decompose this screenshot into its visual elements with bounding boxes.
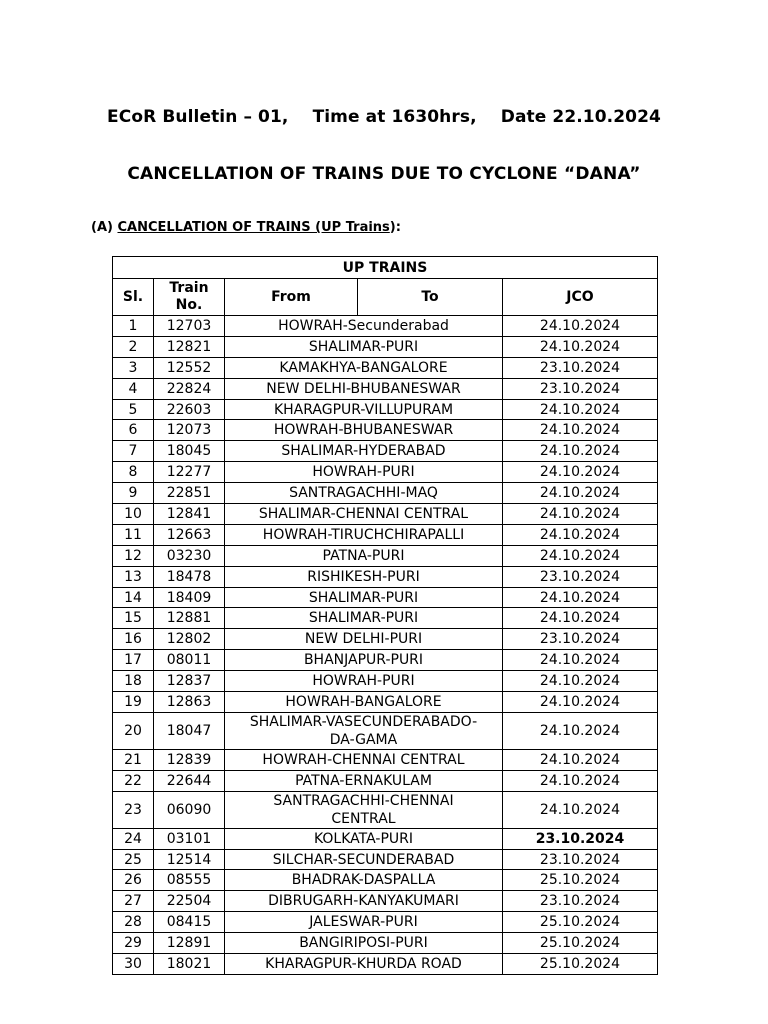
row-jco: 23.10.2024 — [503, 828, 658, 849]
row-jco: 24.10.2024 — [503, 545, 658, 566]
row-sl: 23 — [113, 791, 154, 828]
row-sl: 22 — [113, 770, 154, 791]
row-jco: 25.10.2024 — [503, 912, 658, 933]
row-route-line2: DA-GAMA — [329, 731, 398, 748]
row-train-no: 12277 — [154, 462, 225, 483]
row-jco: 24.10.2024 — [503, 524, 658, 545]
row-route: SHALIMAR-PURI — [225, 336, 503, 357]
row-train-no: 18021 — [154, 954, 225, 975]
row-sl: 13 — [113, 566, 154, 587]
row-route: NEW DELHI-BHUBANESWAR — [225, 378, 503, 399]
row-jco: 23.10.2024 — [503, 629, 658, 650]
row-route: HOWRAH-BANGALORE — [225, 692, 503, 713]
row-sl: 30 — [113, 954, 154, 975]
table-row — [113, 849, 658, 870]
row-route: SHALIMAR-HYDERABAD — [225, 441, 503, 462]
row-jco: 23.10.2024 — [503, 849, 658, 870]
row-sl: 20 — [113, 712, 154, 749]
table-row — [113, 692, 658, 713]
row-train-no: 12839 — [154, 749, 225, 770]
table-row — [113, 587, 658, 608]
row-route — [225, 712, 503, 749]
row-sl: 19 — [113, 692, 154, 713]
table-row — [113, 399, 658, 420]
bulletin-date: Date 22.10.2024 — [500, 107, 661, 127]
page-title: CANCELLATION OF TRAINS DUE TO CYCLONE “DANA” — [127, 164, 641, 184]
row-jco: 24.10.2024 — [503, 420, 658, 441]
row-sl: 16 — [113, 629, 154, 650]
bulletin-time: Time at 1630hrs, — [312, 107, 477, 127]
row-route-line1: SANTRAGACHHI-CHENNAI — [273, 792, 454, 809]
row-train-no: 12863 — [154, 692, 225, 713]
table-row — [113, 912, 658, 933]
header-to: To — [358, 279, 503, 316]
row-sl: 11 — [113, 524, 154, 545]
row-train-no: 18047 — [154, 712, 225, 749]
table-row — [113, 791, 658, 828]
table-row — [113, 336, 658, 357]
row-train-no: 18045 — [154, 441, 225, 462]
table-row — [113, 770, 658, 791]
row-route: KAMAKHYA-BANGALORE — [225, 357, 503, 378]
row-jco: 23.10.2024 — [503, 357, 658, 378]
row-jco: 24.10.2024 — [503, 749, 658, 770]
row-route: SHALIMAR-CHENNAI CENTRAL — [225, 504, 503, 525]
row-route: SHALIMAR-PURI — [225, 608, 503, 629]
row-sl: 14 — [113, 587, 154, 608]
row-route: HOWRAH-Secunderabad — [225, 316, 503, 337]
row-sl: 1 — [113, 316, 154, 337]
table-row — [113, 524, 658, 545]
row-sl: 29 — [113, 933, 154, 954]
row-jco: 24.10.2024 — [503, 504, 658, 525]
row-route: KHARAGPUR-KHURDA ROAD — [225, 954, 503, 975]
header-train-no: Train No. — [154, 279, 225, 316]
table-row — [113, 671, 658, 692]
table-row — [113, 566, 658, 587]
row-jco: 24.10.2024 — [503, 671, 658, 692]
row-jco: 25.10.2024 — [503, 954, 658, 975]
header-from: From — [225, 279, 358, 316]
row-route: DIBRUGARH-KANYAKUMARI — [225, 891, 503, 912]
table-row — [113, 712, 658, 749]
row-jco: 23.10.2024 — [503, 891, 658, 912]
row-train-no: 08011 — [154, 650, 225, 671]
row-sl: 24 — [113, 828, 154, 849]
row-sl: 7 — [113, 441, 154, 462]
table-caption-row — [113, 257, 658, 279]
bulletin-id: ECoR Bulletin – 01, — [107, 107, 289, 127]
bulletin-header — [0, 107, 768, 127]
section-prefix: (A) — [91, 220, 118, 235]
row-sl: 21 — [113, 749, 154, 770]
row-route: RISHIKESH-PURI — [225, 566, 503, 587]
row-jco: 24.10.2024 — [503, 608, 658, 629]
row-jco: 23.10.2024 — [503, 378, 658, 399]
row-jco: 24.10.2024 — [503, 441, 658, 462]
row-route: HOWRAH-PURI — [225, 671, 503, 692]
row-route: PATNA-ERNAKULAM — [225, 770, 503, 791]
table-row — [113, 891, 658, 912]
table-row — [113, 504, 658, 525]
row-route: SANTRAGACHHI-MAQ — [225, 483, 503, 504]
row-train-no: 12703 — [154, 316, 225, 337]
row-train-no: 12073 — [154, 420, 225, 441]
row-sl: 17 — [113, 650, 154, 671]
row-sl: 3 — [113, 357, 154, 378]
table-row — [113, 441, 658, 462]
row-train-no: 03101 — [154, 828, 225, 849]
section-heading — [91, 220, 401, 235]
row-sl: 18 — [113, 671, 154, 692]
row-jco: 24.10.2024 — [503, 712, 658, 749]
row-jco: 24.10.2024 — [503, 587, 658, 608]
row-train-no: 12891 — [154, 933, 225, 954]
row-train-no: 22851 — [154, 483, 225, 504]
table-row — [113, 357, 658, 378]
row-train-no: 22504 — [154, 891, 225, 912]
row-route: SILCHAR-SECUNDERABAD — [225, 849, 503, 870]
row-train-no: 22603 — [154, 399, 225, 420]
row-sl: 12 — [113, 545, 154, 566]
row-sl: 25 — [113, 849, 154, 870]
row-jco: 24.10.2024 — [503, 399, 658, 420]
row-train-no: 18478 — [154, 566, 225, 587]
table-row — [113, 933, 658, 954]
row-train-no: 12837 — [154, 671, 225, 692]
row-train-no: 22644 — [154, 770, 225, 791]
table-row — [113, 629, 658, 650]
row-route: BANGIRIPOSI-PURI — [225, 933, 503, 954]
row-route: BHADRAK-DASPALLA — [225, 870, 503, 891]
row-route: KHARAGPUR-VILLUPURAM — [225, 399, 503, 420]
row-jco: 24.10.2024 — [503, 462, 658, 483]
row-jco: 24.10.2024 — [503, 791, 658, 828]
row-train-no: 12663 — [154, 524, 225, 545]
table-row — [113, 650, 658, 671]
row-sl: 5 — [113, 399, 154, 420]
row-train-no: 08555 — [154, 870, 225, 891]
row-train-no: 08415 — [154, 912, 225, 933]
row-train-no: 12881 — [154, 608, 225, 629]
row-train-no: 06090 — [154, 791, 225, 828]
row-route-line1: SHALIMAR-VASECUNDERABADO- — [249, 713, 478, 730]
row-route: HOWRAH-BHUBANESWAR — [225, 420, 503, 441]
header-sl: Sl. — [113, 279, 154, 316]
row-route: KOLKATA-PURI — [225, 828, 503, 849]
row-route: HOWRAH-PURI — [225, 462, 503, 483]
row-sl: 26 — [113, 870, 154, 891]
header-jco: JCO — [503, 279, 658, 316]
row-route-line2: CENTRAL — [331, 810, 396, 827]
row-train-no: 22824 — [154, 378, 225, 399]
row-train-no: 12821 — [154, 336, 225, 357]
table-row — [113, 608, 658, 629]
row-train-no: 18409 — [154, 587, 225, 608]
row-sl: 4 — [113, 378, 154, 399]
row-train-no: 12841 — [154, 504, 225, 525]
row-train-no: 12802 — [154, 629, 225, 650]
table-row — [113, 870, 658, 891]
row-jco: 24.10.2024 — [503, 316, 658, 337]
row-train-no: 12514 — [154, 849, 225, 870]
table-row — [113, 378, 658, 399]
table-caption: UP TRAINS — [113, 257, 658, 279]
table-row — [113, 749, 658, 770]
up-trains-table — [112, 256, 658, 975]
table-body — [113, 316, 658, 975]
row-sl: 6 — [113, 420, 154, 441]
row-sl: 15 — [113, 608, 154, 629]
row-jco: 24.10.2024 — [503, 483, 658, 504]
row-sl: 8 — [113, 462, 154, 483]
row-sl: 2 — [113, 336, 154, 357]
row-jco: 23.10.2024 — [503, 566, 658, 587]
row-train-no: 03230 — [154, 545, 225, 566]
table-row — [113, 828, 658, 849]
row-sl: 9 — [113, 483, 154, 504]
row-route: HOWRAH-TIRUCHCHIRAPALLI — [225, 524, 503, 545]
row-jco: 25.10.2024 — [503, 870, 658, 891]
table-header-row — [113, 279, 658, 316]
row-route: NEW DELHI-PURI — [225, 629, 503, 650]
section-suffix: ): — [389, 220, 401, 235]
row-sl: 28 — [113, 912, 154, 933]
row-sl: 27 — [113, 891, 154, 912]
row-jco: 24.10.2024 — [503, 692, 658, 713]
row-jco: 25.10.2024 — [503, 933, 658, 954]
row-route: PATNA-PURI — [225, 545, 503, 566]
table-row — [113, 483, 658, 504]
row-route: JALESWAR-PURI — [225, 912, 503, 933]
row-jco: 24.10.2024 — [503, 770, 658, 791]
table-row — [113, 316, 658, 337]
section-heading-underlined: CANCELLATION OF TRAINS (UP Trains — [117, 220, 390, 235]
row-route: BHANJAPUR-PURI — [225, 650, 503, 671]
table-row — [113, 954, 658, 975]
row-route — [225, 791, 503, 828]
row-route: SHALIMAR-PURI — [225, 587, 503, 608]
row-sl: 10 — [113, 504, 154, 525]
table-row — [113, 420, 658, 441]
row-jco: 24.10.2024 — [503, 650, 658, 671]
table-row — [113, 462, 658, 483]
row-train-no: 12552 — [154, 357, 225, 378]
row-jco: 24.10.2024 — [503, 336, 658, 357]
row-route: HOWRAH-CHENNAI CENTRAL — [225, 749, 503, 770]
table-row — [113, 545, 658, 566]
